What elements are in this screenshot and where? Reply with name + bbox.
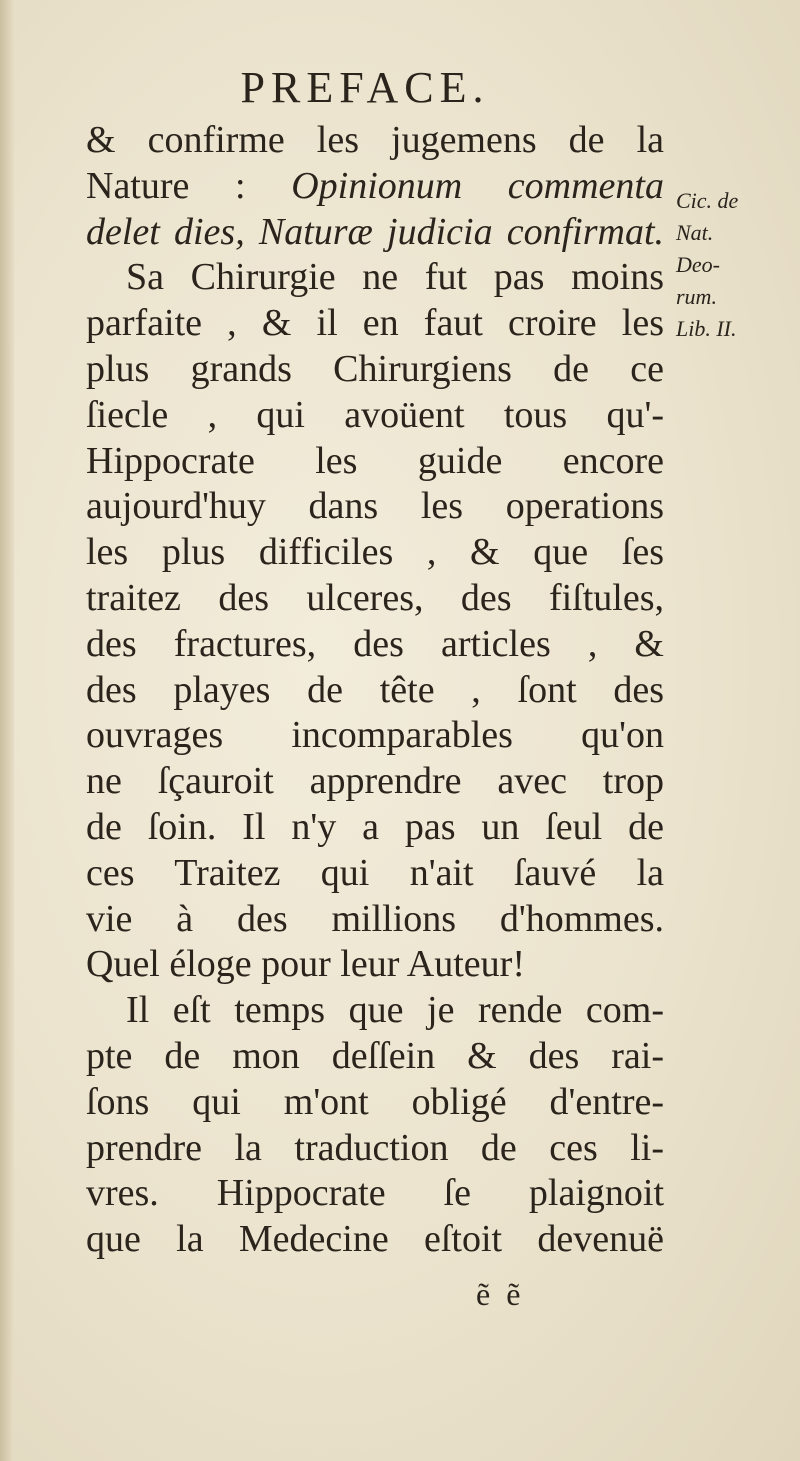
- margin-note-line-2: Nat.: [676, 220, 714, 245]
- body-text: [86, 118, 664, 1263]
- margin-note-line-3: Deo-: [676, 252, 720, 277]
- text-line-25: que la Medecine eſtoit devenuë: [86, 1218, 664, 1261]
- text-line-4: Sa Chirurgie ne fut pas moins: [126, 256, 664, 299]
- text-line-2: [86, 164, 664, 210]
- text-line-1: & confirme les jugemens de la: [86, 119, 664, 161]
- text-line-16: de ſoin. Il n'y a pas un ſeul de: [86, 805, 664, 848]
- text-line-3: delet dies, Naturæ judicia confirmat.: [86, 210, 664, 253]
- text-line-15: ne ſçauroit apprendre avec trop: [86, 760, 664, 803]
- page-gutter-shadow: [0, 0, 14, 1461]
- signature-mark: ẽ ẽ: [476, 1276, 525, 1312]
- text-line-2-roman: Nature :: [86, 164, 292, 207]
- marginal-citation: [676, 185, 796, 345]
- text-line-9: aujourd'huy dans les operations: [86, 485, 664, 528]
- text-line-14: ouvrages incomparables qu'on: [86, 714, 664, 757]
- text-line-13: des playes de tête , ſont des: [86, 668, 664, 711]
- text-line-24: vres. Hippocrate ſe plaignoit: [86, 1172, 664, 1215]
- text-line-20: Il eſt temps que je rende com-: [126, 989, 664, 1032]
- text-line-7: ſiecle , qui avoüent tous qu'-: [86, 393, 664, 436]
- text-line-10: les plus difficiles , & que ſes: [86, 531, 664, 574]
- text-line-22: ſons qui m'ont obligé d'entre-: [86, 1080, 664, 1123]
- text-line-21: pte de mon deſſein & des rai-: [86, 1034, 664, 1077]
- text-line-18: vie à des millions d'hommes.: [86, 897, 664, 940]
- margin-note-line-1: Cic. de: [676, 188, 739, 213]
- text-line-11: traitez des ulceres, des fiſtules,: [86, 576, 664, 619]
- text-line-6: plus grands Chirurgiens de ce: [86, 347, 664, 390]
- text-line-8: Hippocrate les guide encore: [86, 439, 664, 482]
- text-line-2-italic: Opinionum commenta: [291, 164, 664, 207]
- text-line-5: parfaite , & il en faut croire les: [86, 302, 664, 345]
- margin-note-line-5: Lib. II.: [676, 316, 737, 341]
- margin-note-line-4: rum.: [676, 284, 717, 309]
- text-line-17: ces Traitez qui n'ait ſauvé la: [86, 851, 664, 894]
- text-line-12: des fractures, des articles , &: [86, 622, 664, 665]
- text-line-19: Quel éloge pour leur Auteur!: [86, 943, 525, 986]
- running-header: PREFACE.: [240, 63, 490, 112]
- text-line-23: prendre la traduction de ces li-: [86, 1126, 664, 1169]
